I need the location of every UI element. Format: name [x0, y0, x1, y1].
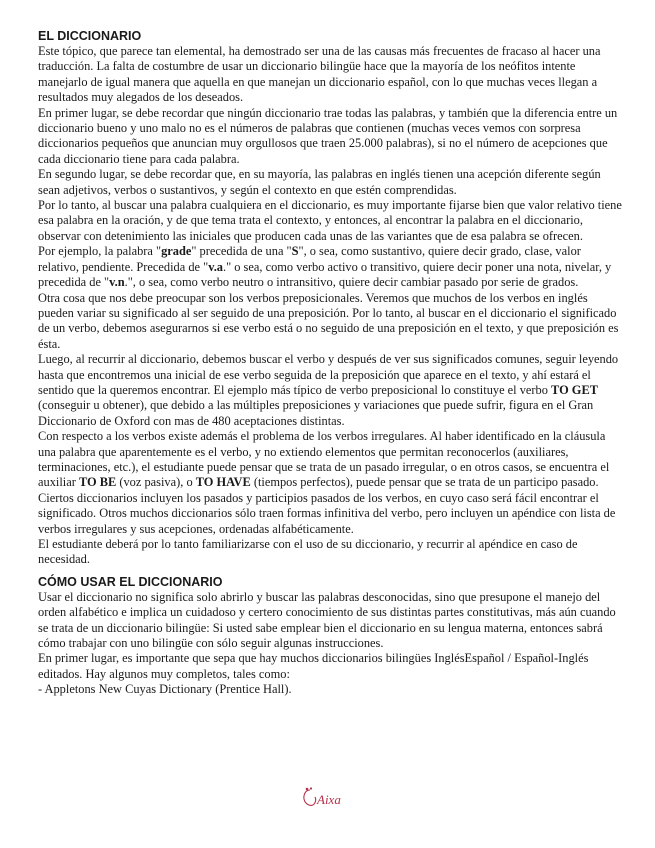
text-run: ." o sea, como verbo activo o transitivo, quiere decir poner una nota, nivelar, y precedida de ": [38, 259, 612, 290]
logo-swirl: [304, 790, 316, 805]
bold-term-to-have: TO HAVE: [195, 475, 251, 490]
text-run: (conseguir u obtener), que debido a las múltiples preposiciones y variaciones que puede sufrir, figura en el Gran Diccionario de Oxford con mas de 480 aceptaciones distintas.: [38, 398, 594, 428]
bold-term-vn: v.n: [109, 275, 125, 290]
paragraph-ejemplo-grade: [38, 244, 622, 290]
paragraph-familiarizarse: El estudiante deberá por lo tanto familiarizarse con el uso de su diccionario, y recurrir al apéndice en caso de necesidad.: [38, 537, 578, 567]
bold-term-va: v.a: [208, 259, 224, 274]
paragraph-diccionarios-bilingues: En primer lugar, es importante que sepa que hay muchos diccionarios bilingües InglésEspañol / Español-Inglés editados. Hay algunos muy completos, tales como:: [38, 651, 589, 681]
paragraph-verbos-irregulares: [38, 429, 622, 491]
text-run: " precedida de una ": [191, 244, 292, 259]
text-run: .", o sea, como verbo neutro o intransitivo, quiere decir cambiar pasado por serie de grados.: [124, 275, 579, 290]
paragraph-verbos-preposicionales: Otra cosa que nos debe preocupar son los verbos preposicionales. Veremos que muchos de los verbos en inglés pueden variar su significado al ser seguido de una preposición. Por lo tanto, al buscar en el diccionario el significado de un verbo, debemos asegurarnos si ese verbo está o no seguido de una preposición en el texto, y que preposición es ésta.: [38, 290, 619, 351]
section-title-como-usar: CÓMO USAR EL DICCIONARIO: [38, 574, 223, 589]
text-run: Luego, al recurrir al diccionario, debemos buscar el verbo y después de ver sus significados comunes, seguir leyendo hasta que encontremos una inicial de ese verbo seguida de la preposición que aparece en el texto, y ahí estará el sentido que la queremos encontrar. El ejemplo más típico de verbo preposicional lo constituye el verbo: [38, 352, 619, 397]
paragraph-to-get: [38, 352, 622, 429]
text-run: (tiempos perfectos), puede pensar que se trata de un participo pasado.: [250, 475, 599, 490]
text-run: Por ejemplo, la palabra ": [38, 244, 162, 259]
text-run: ", o sea, como sustantivo, quiere decir grado, clase, valor relativo, pendiente. Precedida de ": [38, 244, 581, 274]
bold-term-to-get: TO GET: [551, 382, 598, 397]
paragraph-appletons: - Appletons New Cuyas Dictionary (Prentice Hall).: [38, 682, 292, 697]
paragraph-segundo-lugar: En segundo lugar, se debe recordar que, en su mayoría, las palabras en inglés tienen una acepción diferente según sean adjetivos, verbos o sustantivos, y según el contexto en que estén comprendidas.: [38, 167, 601, 197]
bold-term-to-be: TO BE: [78, 475, 117, 490]
text-run: Con respecto a los verbos existe además el problema de los verbos irregulares. Al haber identificado en la cláusula una palabra que aparentemente es el verbo, y no extiendo elementos que permitan reconocerlos (auxiliares, terminaciones, etc.), el estudiante puede pensar que se trata de un pasado irregular, o en otros casos, se encuentra el auxiliar: [38, 429, 610, 490]
paragraph-por-lo-tanto: Por lo tanto, al buscar una palabra cualquiera en el diccionario, es muy importante fijarse bien que valor relativo tiene esa palabra en la oración, y de que tema trata el contexto, y entonces, al encontrar la palabra en el diccionario, observar con detenimiento las iniciales que producen cada unas de las variantes que de esa palabra se ofrecen.: [38, 198, 622, 243]
logo-text: Aixa: [317, 792, 341, 807]
bold-term-s: S: [291, 244, 299, 259]
paragraph-ciertos-diccionarios: Ciertos diccionarios incluyen los pasados y participios pasados de los verbos, en cuyo caso será fácil encontrar el significado. Otros muchos diccionarios sólo traen formas infinitiva del verbo, pero incluyen un apéndice con lista de verbos irregulares y sus acepciones, ordenadas alfabéticamente.: [38, 490, 616, 536]
section-title-el-diccionario: EL DICCIONARIO: [38, 29, 142, 43]
paragraph-usar-diccionario: Usar el diccionario no significa solo abrirlo y buscar las palabras desconocidas, sino que presupone el manejo del orden alfabético e implica un cuidadoso y certero conocimiento de sus distintas partes constitutivas, más aún cuando se trata de un diccionario bilingüe: Si usted sabe emplear bien el diccionario en su lengua materna, entonces sabrá cómo trabajar con uno bilingüe con sólo seguir algunas instrucciones.: [38, 589, 616, 651]
logo-dot: [306, 788, 309, 791]
paragraph-primer-lugar: En primer lugar, se debe recordar que ningún diccionario trae todas las palabras, y también que la diferencia entre un diccionario bueno y uno malo no es el números de palabras que contienen (muchas veces vemos con sorpresa diccionarios pequeños que anuncian muy orgullosos que traen 25.000 palabras), si no el número de acepciones que cada diccionario tiene para cada palabra.: [38, 105, 618, 166]
text-run: (voz pasiva), o: [116, 475, 196, 490]
paragraph-intro: Este tópico, que parece tan elemental, ha demostrado ser una de las causas más frecuentes de fracaso al hacer una traducción. La falta de costumbre de usar un diccionario bilingüe hace que la mayoría de los neófitos intente manejarlo de igual manera que aquella en que manejan un diccionario español, con lo que muchas veces llegan a resultados muy alegados de los deseados.: [38, 44, 601, 105]
aixa-logo-icon: [300, 786, 356, 810]
document-page: [38, 28, 622, 698]
logo-dot: [310, 787, 312, 789]
bold-term-grade: grade: [161, 244, 192, 259]
